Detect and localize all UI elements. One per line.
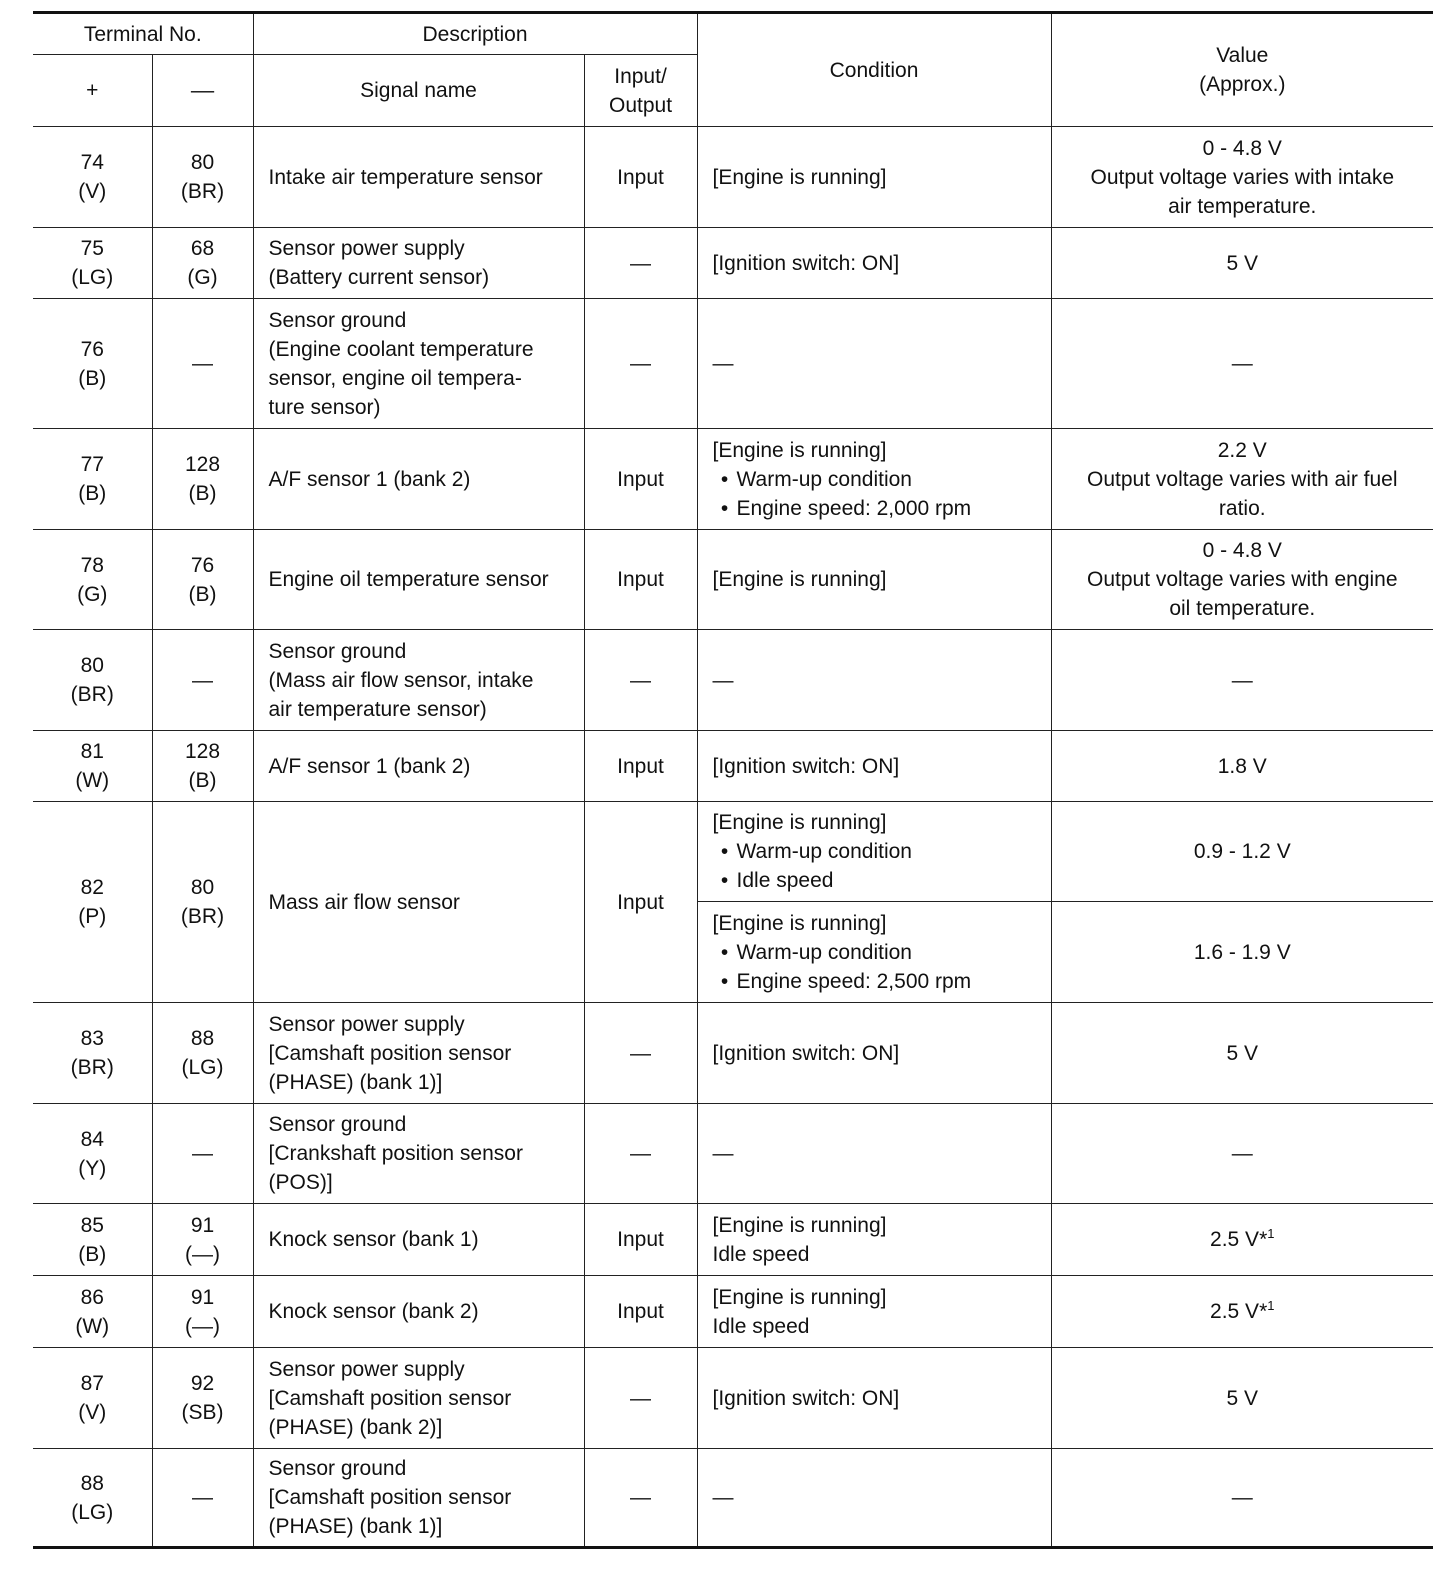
value-text: 2.5 V*	[1210, 1300, 1268, 1323]
condition-line: [Engine is running]	[712, 438, 887, 462]
terminal-plus-wire-color: (V)	[78, 180, 107, 203]
terminal-plus-number: 77	[80, 453, 104, 476]
signal-name-line: Sensor ground	[268, 1113, 407, 1136]
terminal-plus-number: 78	[80, 553, 104, 577]
signal-name-line: A/F sensor 1 (bank 2)	[268, 467, 471, 491]
value-line	[1060, 163, 1426, 192]
terminal-plus-wire-color: (B)	[78, 366, 107, 390]
signal-name	[253, 1348, 584, 1449]
terminal-minus-wire-color: (B)	[188, 482, 217, 505]
condition-bullet: • Warm-up condition	[713, 837, 1043, 866]
signal-name-line: [Camshaft position sensor	[268, 1041, 512, 1065]
terminal-plus-wire-color: (BR)	[70, 1056, 114, 1079]
terminal-plus-number: 76	[80, 337, 104, 361]
value-line	[1060, 349, 1426, 378]
value	[1051, 228, 1433, 299]
terminal-plus-number: 84	[80, 1127, 104, 1151]
terminal-plus-wire-color: (B)	[78, 1242, 107, 1266]
signal-name-line: Knock sensor (bank 1)	[268, 1228, 479, 1251]
signal-name	[253, 731, 584, 802]
terminal-minus-wire-color: (LG)	[181, 1056, 224, 1079]
condition	[697, 1104, 1051, 1204]
terminal-minus-number: 68	[190, 237, 215, 260]
signal-name-line: Sensor power supply	[268, 1357, 465, 1381]
table-row	[33, 731, 1433, 802]
value-text: 1.6 - 1.9 V	[1193, 940, 1291, 964]
signal-name-line: (PHASE) (bank 2)]	[268, 1415, 443, 1439]
value-line	[1060, 1225, 1426, 1254]
condition-line: [Ignition switch: ON]	[712, 754, 900, 778]
terminal-plus-wire-color: (G)	[77, 582, 108, 606]
terminal-plus-wire-color: (LG)	[71, 266, 114, 289]
value-header-line2: (Approx.)	[1199, 73, 1286, 96]
terminal-plus-number: 83	[80, 1027, 104, 1050]
terminal-minus-wire-color: (BR)	[180, 905, 225, 928]
signal-name-line: (PHASE) (bank 1)]	[268, 1070, 443, 1094]
terminal-plus	[33, 228, 152, 299]
signal-name-line: A/F sensor 1 (bank 2)	[268, 754, 471, 778]
condition-line: —	[712, 1486, 734, 1509]
terminal-minus	[152, 429, 253, 530]
value	[1051, 1276, 1433, 1348]
condition-line: —	[712, 1142, 734, 1165]
value-line	[1060, 192, 1426, 221]
terminal-plus	[33, 731, 152, 802]
value	[1051, 630, 1433, 731]
value-text: Output voltage varies with intake	[1090, 165, 1395, 189]
input-output: —	[584, 1104, 697, 1204]
condition	[697, 228, 1051, 299]
terminal-no-header: Terminal No.	[33, 13, 253, 55]
value-header-line1: Value	[1216, 44, 1269, 67]
terminal-minus-number: 88	[190, 1027, 215, 1050]
condition	[697, 1003, 1051, 1104]
value-text: —	[1231, 1486, 1253, 1509]
input-output: Input	[584, 731, 697, 802]
signal-name-line: air temperature sensor)	[268, 697, 487, 721]
signal-name	[253, 127, 584, 228]
terminal-plus-number: 75	[80, 237, 104, 260]
condition-line: [Engine is running]	[712, 811, 887, 834]
value-text: ratio.	[1218, 496, 1266, 520]
condition-line: —	[712, 352, 734, 375]
value-line	[1060, 1039, 1426, 1068]
table-row	[33, 429, 1433, 530]
value-footnote: 1	[1267, 1226, 1275, 1241]
condition	[697, 429, 1051, 530]
condition-line: [Ignition switch: ON]	[712, 251, 900, 275]
table-row	[33, 228, 1433, 299]
value-line	[1060, 465, 1426, 494]
description-header: Description	[253, 13, 697, 55]
table-row	[33, 802, 1433, 902]
value	[1051, 802, 1433, 902]
table-row	[33, 127, 1433, 228]
value-text: —	[1231, 668, 1253, 692]
condition-bullet: • Warm-up condition	[713, 465, 1043, 494]
terminal-minus-wire-color: (B)	[188, 582, 217, 606]
condition-header: Condition	[697, 13, 1051, 127]
value-text: 2.2 V	[1217, 438, 1267, 462]
terminal-plus-number: 88	[80, 1471, 104, 1495]
value	[1051, 429, 1433, 530]
terminal-minus	[152, 530, 253, 630]
input-output: —	[584, 630, 697, 731]
terminal-minus	[152, 127, 253, 228]
signal-name	[253, 1276, 584, 1348]
terminal-plus	[33, 802, 152, 1003]
value	[1051, 1449, 1433, 1548]
terminal-plus-number: 80	[80, 654, 104, 677]
terminal-plus-number: 86	[80, 1285, 104, 1309]
signal-name	[253, 299, 584, 429]
value-text: 0 - 4.8 V	[1202, 136, 1282, 160]
signal-name-line: (Mass air flow sensor, intake	[268, 668, 534, 692]
terminal-minus-number: —	[192, 352, 213, 375]
signal-name-line: Sensor ground	[268, 308, 407, 332]
condition-bullet: • Engine speed: 2,000 rpm	[713, 494, 1043, 523]
value-line	[1060, 752, 1426, 781]
terminal-plus	[33, 630, 152, 731]
condition	[697, 1204, 1051, 1276]
terminal-plus-wire-color: (LG)	[71, 1500, 114, 1524]
signal-name	[253, 630, 584, 731]
terminal-minus-number: —	[192, 1142, 213, 1165]
value-line	[1060, 1139, 1426, 1168]
terminal-minus-number: 76	[190, 553, 215, 577]
value-text: 0.9 - 1.2 V	[1193, 840, 1291, 863]
table-row	[33, 1449, 1433, 1548]
terminal-plus	[33, 127, 152, 228]
value-header	[1051, 13, 1433, 127]
input-output: —	[584, 1449, 697, 1548]
value-line	[1060, 1483, 1426, 1512]
value-line	[1060, 837, 1426, 866]
terminal-minus-number: 91	[190, 1285, 215, 1309]
input-output: Input	[584, 1276, 697, 1348]
value-text: —	[1231, 1142, 1253, 1165]
value-line	[1060, 494, 1426, 523]
terminal-minus-wire-color: (—)	[185, 1242, 220, 1266]
condition-line: [Engine is running]	[712, 911, 887, 935]
terminal-plus	[33, 1204, 152, 1276]
value-line	[1060, 565, 1426, 594]
value-text: 5 V	[1226, 1386, 1259, 1410]
signal-name-line: Intake air temperature sensor	[268, 165, 543, 189]
condition	[697, 902, 1051, 1003]
minus-header: ––	[152, 55, 253, 127]
signal-name-header: Signal name	[253, 55, 584, 127]
value-line	[1060, 436, 1426, 465]
condition	[697, 1276, 1051, 1348]
terminal-plus-number: 74	[80, 151, 104, 174]
terminal-minus	[152, 1104, 253, 1204]
condition-bullet: • Idle speed	[713, 866, 1043, 895]
condition-bullet: • Engine speed: 2,500 rpm	[713, 967, 1043, 996]
signal-name	[253, 802, 584, 1003]
input-output: Input	[584, 802, 697, 1003]
value-text: 5 V	[1226, 251, 1259, 275]
terminal-minus	[152, 1276, 253, 1348]
terminal-minus	[152, 1449, 253, 1548]
table-row	[33, 1104, 1433, 1204]
terminal-minus	[152, 1204, 253, 1276]
condition-line: Idle speed	[712, 1242, 810, 1266]
terminal-minus-number: —	[192, 668, 213, 692]
terminal-minus-number: —	[192, 1486, 213, 1509]
signal-name-line: Sensor ground	[268, 639, 407, 663]
value-footnote: 1	[1267, 1298, 1275, 1313]
value-line	[1060, 249, 1426, 278]
value-text: Output voltage varies with engine	[1087, 568, 1398, 591]
terminal-plus-wire-color: (P)	[78, 905, 107, 928]
value-text: —	[1231, 352, 1253, 375]
signal-name-line: Sensor ground	[268, 1457, 407, 1480]
signal-name-line: (Engine coolant temperature	[268, 337, 534, 361]
signal-name-line: [Camshaft position sensor	[268, 1486, 512, 1509]
value	[1051, 902, 1433, 1003]
signal-name	[253, 1449, 584, 1548]
value	[1051, 1003, 1433, 1104]
terminal-minus-wire-color: (BR)	[180, 180, 225, 203]
terminal-minus-number: 92	[190, 1372, 215, 1395]
value-line	[1060, 666, 1426, 695]
condition	[697, 1449, 1051, 1548]
value	[1051, 127, 1433, 228]
terminal-plus-number: 85	[80, 1213, 104, 1237]
table-row	[33, 299, 1433, 429]
condition-line: —	[712, 668, 734, 692]
condition-line: Idle speed	[712, 1314, 810, 1338]
signal-name	[253, 429, 584, 530]
input-output: Input	[584, 127, 697, 228]
terminal-minus	[152, 228, 253, 299]
value-line	[1060, 1297, 1426, 1326]
signal-name-line: sensor, engine oil tempera-	[268, 366, 522, 390]
signal-name-line: [Crankshaft position sensor	[268, 1142, 523, 1165]
value-line	[1060, 1384, 1426, 1413]
table-row	[33, 530, 1433, 630]
condition-line: [Ignition switch: ON]	[712, 1041, 900, 1065]
signal-name-line: (POS)]	[268, 1171, 333, 1194]
signal-name	[253, 1104, 584, 1204]
terminal-plus-wire-color: (W)	[75, 1314, 110, 1338]
terminal-plus	[33, 1348, 152, 1449]
terminal-minus-number: 80	[190, 876, 215, 899]
condition-line: [Engine is running]	[712, 568, 887, 591]
terminal-minus	[152, 630, 253, 731]
signal-name	[253, 530, 584, 630]
input-output: —	[584, 299, 697, 429]
table-row	[33, 1204, 1433, 1276]
terminal-minus-number: 128	[184, 740, 221, 763]
terminal-plus	[33, 1003, 152, 1104]
terminal-plus	[33, 429, 152, 530]
signal-name	[253, 1204, 584, 1276]
condition-line: [Engine is running]	[712, 1213, 887, 1237]
value-text: 1.8 V	[1217, 754, 1267, 778]
header-row-1	[33, 13, 1433, 55]
terminal-plus-number: 87	[80, 1372, 104, 1395]
terminal-plus-wire-color: (Y)	[78, 1156, 107, 1180]
terminal-minus-number: 91	[190, 1213, 215, 1237]
value	[1051, 1348, 1433, 1449]
terminal-plus	[33, 299, 152, 429]
value-text: 2.5 V*	[1210, 1228, 1268, 1251]
input-output: Input	[584, 1204, 697, 1276]
terminal-minus	[152, 802, 253, 1003]
signal-name-line: [Camshaft position sensor	[268, 1386, 512, 1410]
value	[1051, 299, 1433, 429]
signal-name	[253, 1003, 584, 1104]
value-text: air temperature.	[1168, 194, 1317, 218]
value-text: 0 - 4.8 V	[1202, 539, 1282, 562]
signal-name-line: Sensor power supply	[268, 1012, 465, 1036]
io-header-line2: Output	[608, 93, 673, 117]
terminal-plus	[33, 1104, 152, 1204]
signal-name-line: (PHASE) (bank 1)]	[268, 1515, 443, 1538]
table-row	[33, 630, 1433, 731]
input-output: —	[584, 228, 697, 299]
terminal-plus-wire-color: (B)	[78, 482, 107, 505]
condition	[697, 127, 1051, 228]
signal-name-line: Knock sensor (bank 2)	[268, 1300, 479, 1323]
signal-name-line: Mass air flow sensor	[268, 890, 460, 914]
value-text: 5 V	[1226, 1041, 1259, 1065]
condition	[697, 630, 1051, 731]
terminal-minus-wire-color: (G)	[187, 266, 218, 289]
terminal-minus-wire-color: (SB)	[181, 1401, 224, 1424]
input-output: Input	[584, 530, 697, 630]
table-row	[33, 1003, 1433, 1104]
condition-bullet: • Warm-up condition	[713, 938, 1043, 967]
input-output: —	[584, 1348, 697, 1449]
input-output: —	[584, 1003, 697, 1104]
terminal-plus-wire-color: (W)	[75, 769, 110, 792]
value-text: oil temperature.	[1169, 597, 1316, 620]
terminal-minus-number: 80	[190, 151, 215, 174]
value	[1051, 731, 1433, 802]
terminal-minus	[152, 1003, 253, 1104]
io-header-line1: Input/	[614, 64, 667, 88]
terminal-plus	[33, 530, 152, 630]
terminal-plus-wire-color: (BR)	[70, 683, 114, 706]
table-row	[33, 1276, 1433, 1348]
value-line	[1060, 536, 1426, 565]
condition	[697, 802, 1051, 902]
value-line	[1060, 134, 1426, 163]
value	[1051, 530, 1433, 630]
condition-line: [Engine is running]	[712, 1285, 887, 1309]
terminal-table	[33, 11, 1433, 1549]
terminal-plus	[33, 1449, 152, 1548]
value-line	[1060, 938, 1426, 967]
signal-name	[253, 228, 584, 299]
signal-name-line: Sensor power supply	[268, 237, 465, 260]
condition-line: [Ignition switch: ON]	[712, 1386, 900, 1410]
condition	[697, 1348, 1051, 1449]
table-body	[33, 13, 1433, 1548]
value	[1051, 1204, 1433, 1276]
terminal-minus-wire-color: (B)	[188, 769, 217, 792]
terminal-minus-number: 128	[184, 453, 221, 476]
terminal-minus	[152, 299, 253, 429]
terminal-minus	[152, 1348, 253, 1449]
terminal-minus	[152, 731, 253, 802]
terminal-spec-sheet	[33, 11, 1433, 1549]
terminal-plus-number: 82	[80, 876, 104, 899]
input-output: Input	[584, 429, 697, 530]
signal-name-line: Engine oil temperature sensor	[268, 568, 549, 591]
value-text: Output voltage varies with air fuel	[1087, 467, 1398, 491]
condition	[697, 731, 1051, 802]
value-line	[1060, 594, 1426, 623]
terminal-minus-wire-color: (—)	[185, 1314, 220, 1338]
signal-name-line: (Battery current sensor)	[268, 266, 490, 289]
terminal-plus-wire-color: (V)	[78, 1401, 107, 1424]
terminal-plus-number: 81	[80, 740, 104, 763]
condition	[697, 530, 1051, 630]
plus-header: +	[33, 55, 152, 127]
table-row	[33, 1348, 1433, 1449]
input-output-header	[584, 55, 697, 127]
terminal-plus	[33, 1276, 152, 1348]
condition	[697, 299, 1051, 429]
condition-line: [Engine is running]	[712, 165, 887, 189]
value	[1051, 1104, 1433, 1204]
signal-name-line: ture sensor)	[268, 395, 381, 419]
